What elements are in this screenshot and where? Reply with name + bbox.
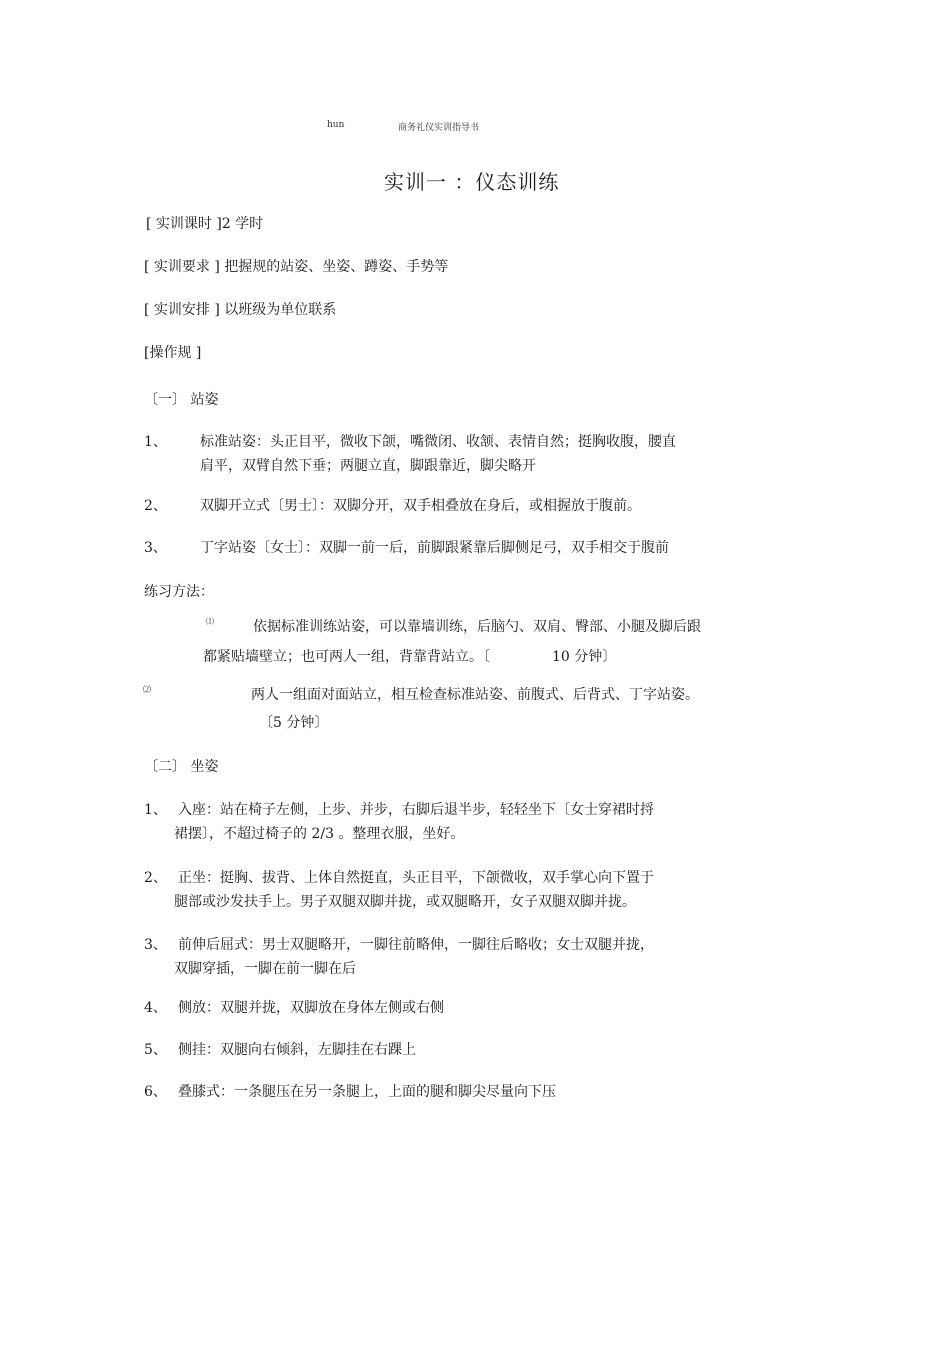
list-item-text: 双脚开立式〔男士〕：双脚分开，双手相叠放在身后，或相握放于腹前。: [200, 498, 641, 514]
list-item-number: 3、: [144, 540, 167, 556]
list-item-text: 正坐：挺胸、拔背、上体自然挺直，头正目平，下颌微收，双手掌心向下置于: [178, 870, 654, 886]
list-item-number: 1、: [144, 434, 167, 450]
list-item-text-cont: 肩平，双臂自然下垂；两腿立直，脚跟靠近，脚尖略开: [200, 458, 536, 474]
header-right: 商务礼仪实训指导书: [398, 123, 480, 133]
list-item-number: 5、: [144, 1042, 167, 1058]
practice-marker: ⑴: [206, 617, 214, 626]
list-item-text: 侧放：双腿并拢，双脚放在身体左侧或右侧: [178, 1000, 444, 1016]
meta-arrangement: [ 实训安排 ] 以班级为单位联系: [144, 302, 337, 318]
section-sitting-heading: 〔二〕 坐姿: [144, 759, 219, 775]
header-left: hun: [327, 120, 345, 130]
practice-text: 两人一组面对面站立，相互检查标准站姿、前腹式、后背式、丁字站姿。: [251, 687, 699, 703]
list-item-number: 1、: [144, 802, 167, 818]
list-item-number: 3、: [144, 937, 167, 953]
list-item-text: 侧挂：双腿向右倾斜，左脚挂在右踝上: [178, 1042, 416, 1058]
page-title: 实训一 ：仪态训练: [384, 170, 560, 194]
practice-text-cont: 都紧贴墙壁立；也可两人一组，背靠背站立。〔: [203, 649, 490, 665]
meta-requirement: [ 实训要求 ] 把握规的站姿、坐姿、蹲姿、手势等: [144, 259, 449, 275]
list-item-text: 标准站姿：头正目平，微收下颌，嘴微闭、收颔、表情自然；挺胸收腹，腰直: [200, 434, 676, 450]
list-item-number: 2、: [144, 870, 167, 886]
list-item-text-cont: 裙摆〕，不超过椅子的 2/3 。整理衣服，坐好。: [174, 826, 465, 842]
practice-duration: 〔5 分钟〕: [259, 715, 329, 731]
list-item-number: 2、: [144, 498, 167, 514]
list-item-text: 叠膝式：一条腿压在另一条腿上，上面的腿和脚尖尽量向下压: [178, 1084, 556, 1100]
section-standing-heading: 〔一〕 站姿: [144, 392, 219, 408]
practice-duration: 10 分钟〕: [552, 649, 617, 665]
list-item-text: 前伸后屈式：男士双腿略开，一脚往前略伸，一脚往后略收；女士双腿并拢，: [178, 937, 654, 953]
list-item-text: 入座：站在椅子左侧，上步、并步，右脚后退半步，轻轻坐下〔女士穿裙时捋: [178, 802, 654, 818]
meta-hours: [ 实训课时 ]2 学时: [146, 216, 264, 232]
list-item-text: 丁字站姿〔女士〕：双脚一前一后，前脚跟紧靠后脚侧足弓，双手相交于腹前: [200, 540, 669, 556]
list-item-number: 6、: [144, 1084, 167, 1100]
practice-label: 练习方法：: [144, 584, 214, 600]
list-item-text-cont: 双脚穿插，一脚在前一脚在后: [174, 961, 356, 977]
meta-operation: [操作规 ]: [144, 345, 202, 361]
list-item-text-cont: 腿部或沙发扶手上。男子双腿双脚并拢，或双腿略开，女子双腿双脚并拢。: [174, 894, 636, 910]
practice-marker: ⑵: [143, 685, 151, 694]
practice-text: 依据标准训练站姿，可以靠墙训练，后脑勺、双肩、臀部、小腿及脚后跟: [253, 619, 701, 635]
list-item-number: 4、: [144, 1000, 167, 1016]
